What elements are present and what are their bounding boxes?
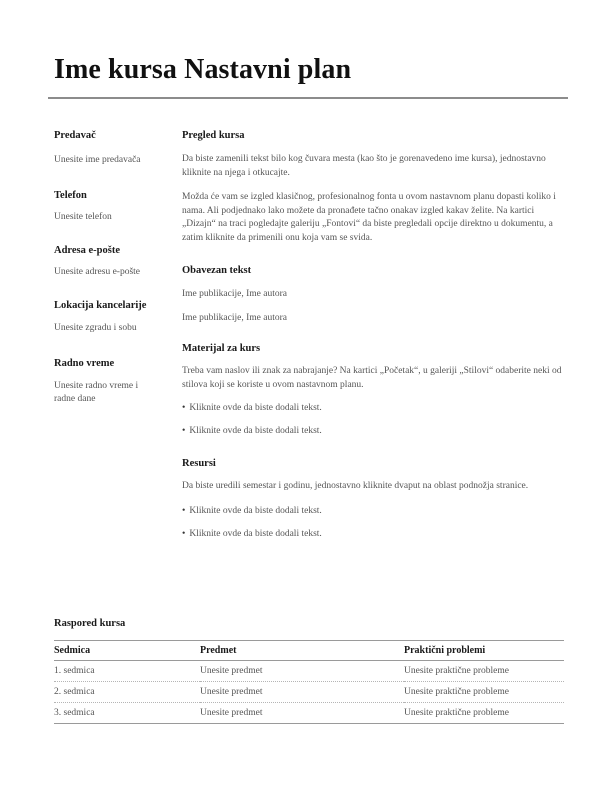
overview-paragraph-1[interactable]: Da biste zamenili tekst bilo kog čuvara mesta (kao što je gorenavedeno ime kursa), jednostavno kliknite na njega i otkucajte.	[182, 154, 546, 178]
column-header-week: Sedmica	[54, 641, 200, 661]
list-item[interactable]: • Kliknite ovde da biste dodali tekst.	[182, 505, 568, 518]
instructor-block	[54, 129, 166, 167]
required-text-item[interactable]: Ime publikacije, Ime autora	[182, 312, 287, 323]
resources-heading: Resursi	[182, 458, 216, 469]
subject-cell[interactable]: Unesite predmet	[200, 661, 404, 682]
column-header-subject: Predmet	[200, 641, 404, 661]
materials-paragraph[interactable]: Treba vam naslov ili znak za nabrajanje? Na kartici „Početak“, u galeriji „Stilovi“ odaberite neki od stilova koji se koriste u ovom nastavnom planu.	[182, 366, 562, 390]
overview-paragraph-2[interactable]: Možda će vam se izgled klasičnog, profesionalnog fonta u ovom nastavnom planu dopasti koliko i nama. Ali podjednako lako možete da pronađete tačno onakav izgled kakav želite. Na kartici „Dizajn“ na traci pogledajte galeriju „Fontovi“ da biste pregledali opcije direktno u dokumentu, a zatim kliknite da primenili onu koja vam se svida.	[182, 192, 556, 243]
week-cell[interactable]: 3. sedmica	[54, 703, 200, 724]
table-row	[54, 703, 564, 724]
office-field[interactable]: Unesite zgradu i sobu	[54, 323, 137, 333]
schedule-title: Raspored kursa	[54, 618, 126, 629]
resources-list	[182, 505, 568, 541]
materials-heading: Materijal za kurs	[182, 343, 261, 354]
phone-label: Telefon	[54, 190, 87, 201]
list-item[interactable]: • Kliknite ovde da biste dodali tekst.	[182, 402, 568, 415]
subject-cell[interactable]: Unesite predmet	[200, 682, 404, 703]
list-item[interactable]: • Kliknite ovde da biste dodali tekst.	[182, 425, 568, 438]
resources-paragraph[interactable]: Da biste uredili semestar i godinu, jednostavno kliknite dvaput na oblast podnožja stranice.	[182, 481, 529, 491]
phone-block	[54, 189, 166, 224]
problems-cell[interactable]: Unesite praktične probleme	[404, 682, 564, 703]
phone-field[interactable]: Unesite telefon	[54, 212, 112, 222]
table-header-row	[54, 641, 564, 661]
week-cell[interactable]: 2. sedmica	[54, 682, 200, 703]
course-schedule	[54, 617, 564, 724]
column-header-problems: Praktični problemi	[404, 641, 564, 661]
hours-field[interactable]: Unesite radno vreme i radne dane	[54, 381, 139, 404]
instructor-label: Predavač	[54, 130, 96, 141]
contact-sidebar	[54, 129, 166, 428]
main-content	[182, 129, 568, 541]
office-block	[54, 299, 166, 335]
email-field[interactable]: Unesite adresu e-pošte	[54, 267, 140, 277]
page-title[interactable]: Ime kursa Nastavni plan	[54, 54, 352, 85]
week-cell[interactable]: 1. sedmica	[54, 661, 200, 682]
hours-label: Radno vreme	[54, 358, 115, 369]
email-block	[54, 244, 166, 279]
required-text-heading: Obavezan tekst	[182, 265, 252, 276]
table-row	[54, 661, 564, 682]
subject-cell[interactable]: Unesite predmet	[200, 703, 404, 724]
materials-list	[182, 402, 568, 438]
required-text-item[interactable]: Ime publikacije, Ime autora	[182, 289, 287, 299]
schedule-table	[54, 640, 564, 724]
office-label: Lokacija kancelarije	[54, 300, 147, 311]
problems-cell[interactable]: Unesite praktične probleme	[404, 661, 564, 682]
hours-block	[54, 357, 166, 406]
problems-cell[interactable]: Unesite praktične probleme	[404, 703, 564, 724]
overview-heading: Pregled kursa	[182, 130, 245, 141]
title-divider	[48, 97, 568, 99]
email-label: Adresa e-pošte	[54, 245, 121, 256]
instructor-field[interactable]: Unesite ime predavača	[54, 155, 141, 165]
table-row	[54, 682, 564, 703]
list-item[interactable]: • Kliknite ovde da biste dodali tekst.	[182, 528, 568, 541]
